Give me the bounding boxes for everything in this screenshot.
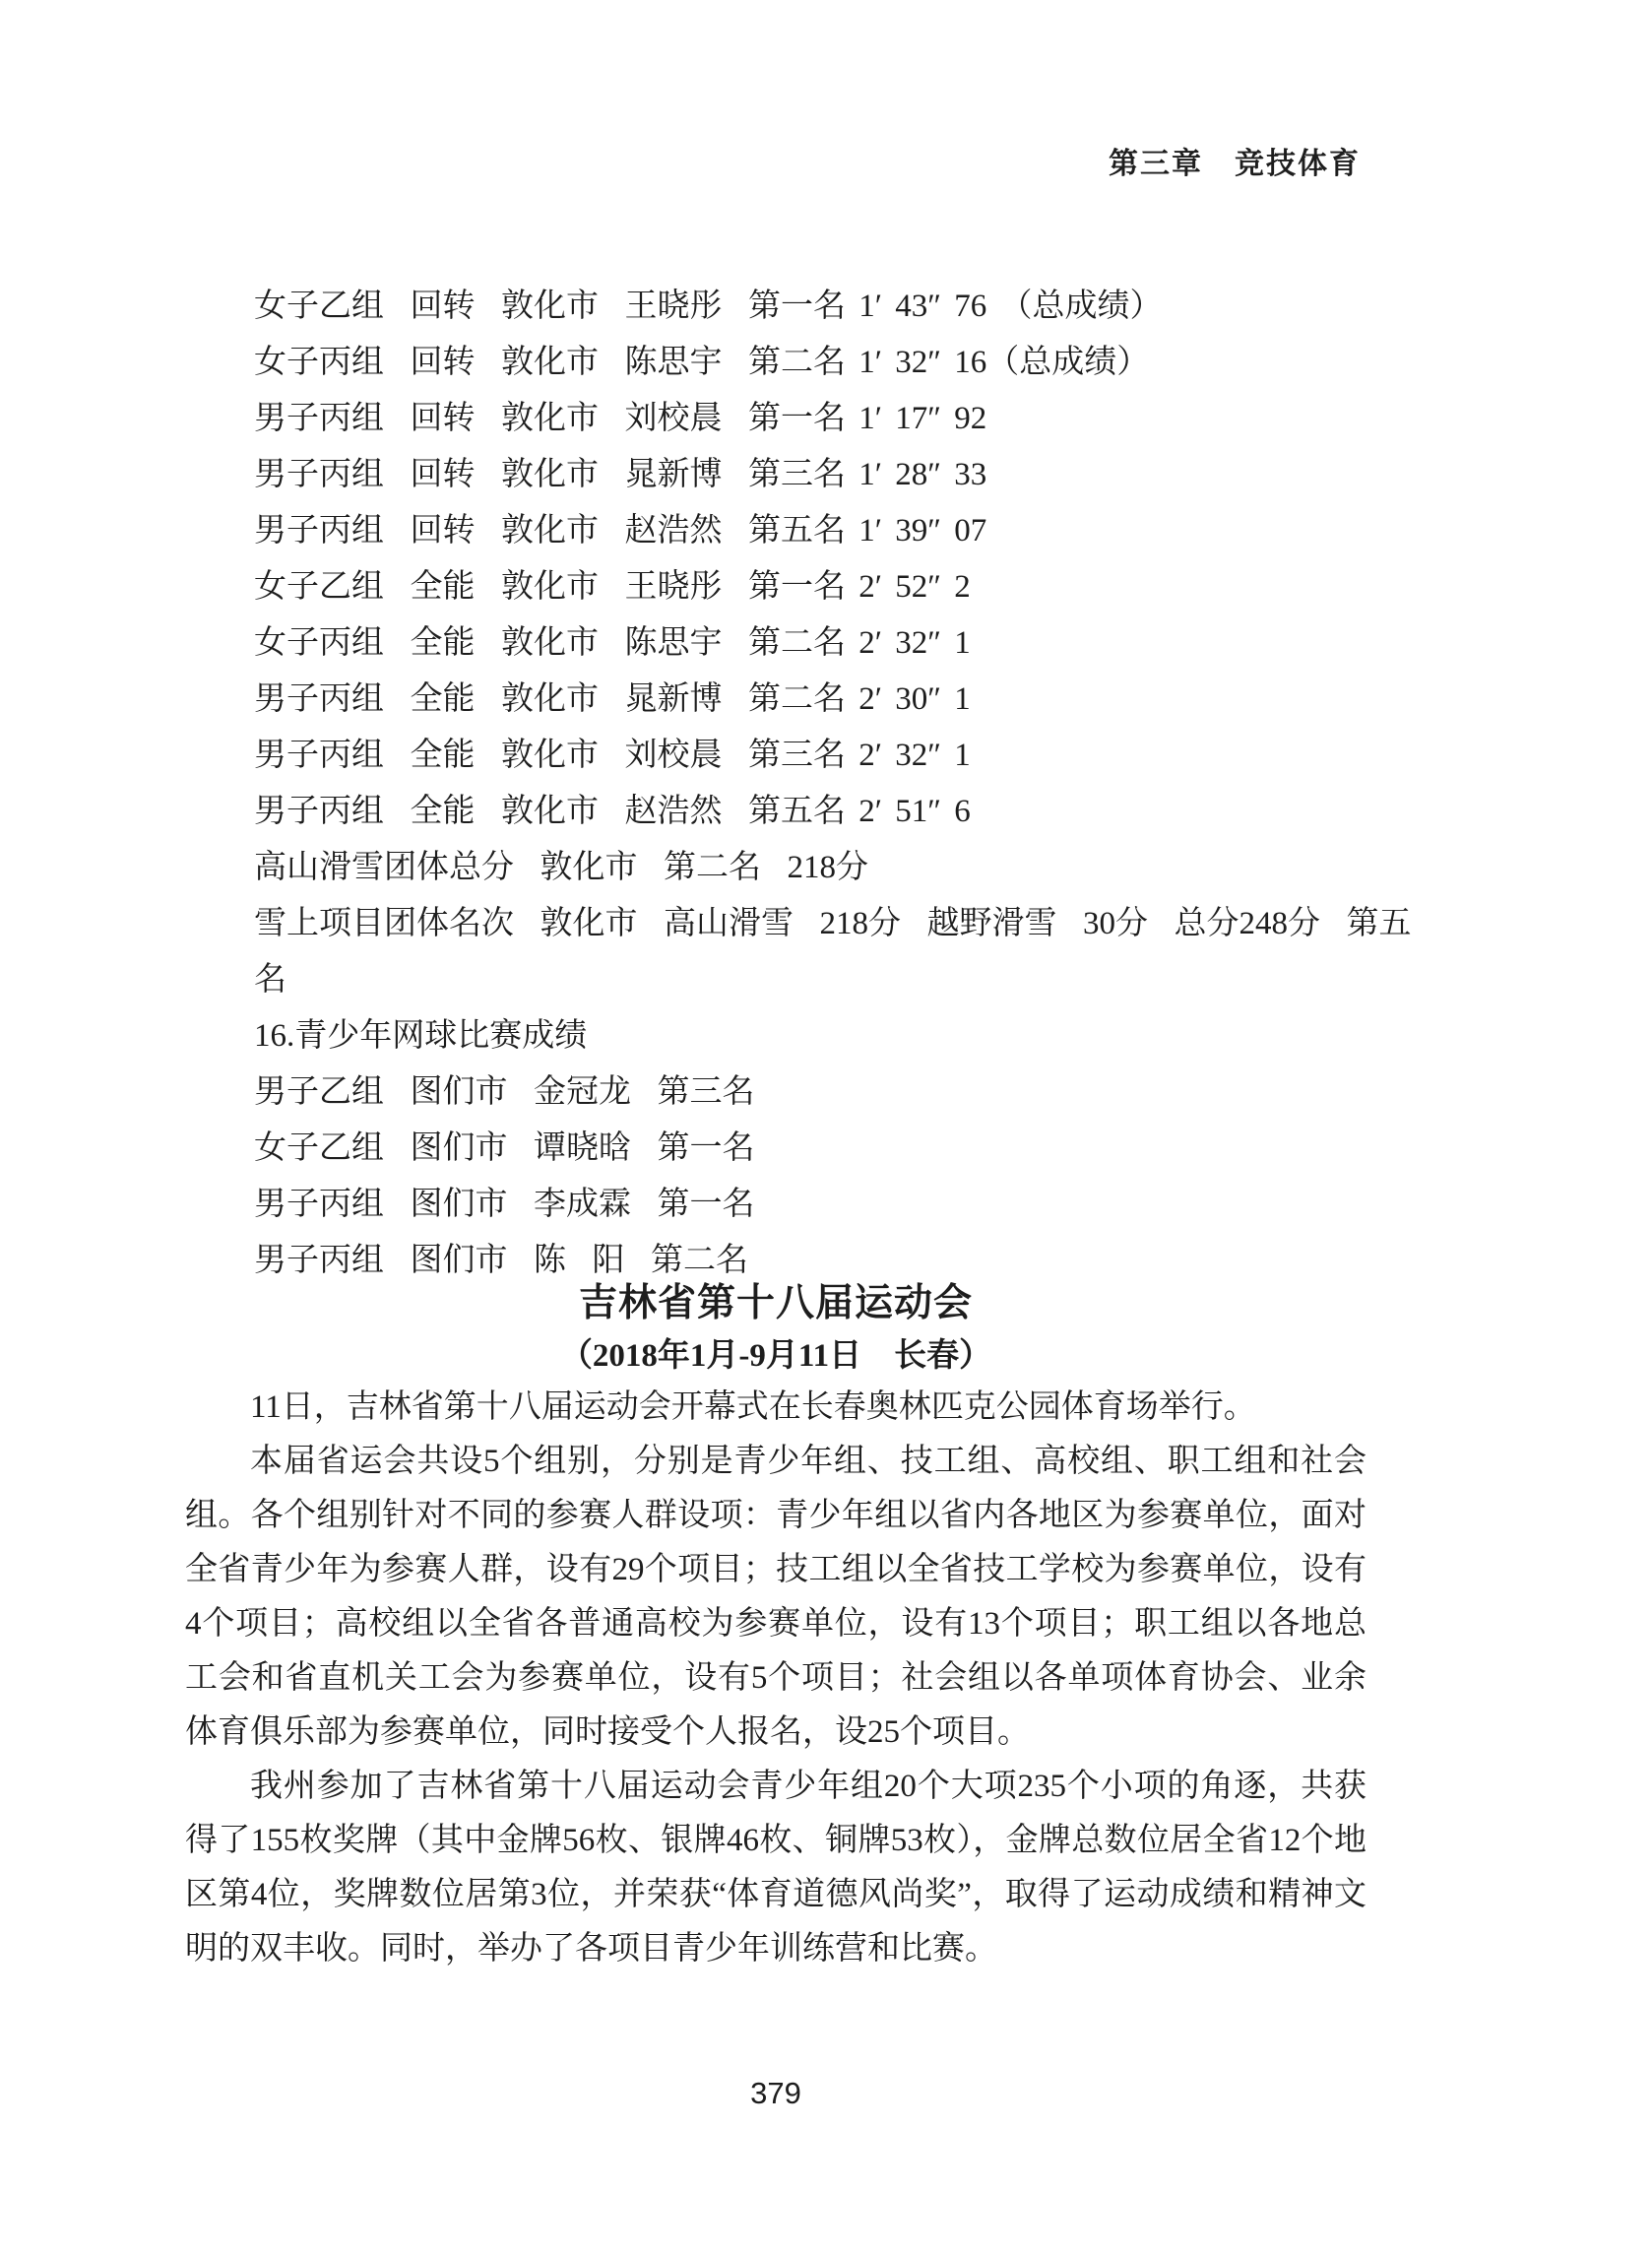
section-title: 吉林省第十八届运动会 <box>578 1282 973 1324</box>
result-line: 雪上项目团体名次 敦化市 高山滑雪 218分 越野滑雪 30分 总分248分 第五名 <box>254 906 1412 998</box>
result-line: 高山滑雪团体总分 敦化市 第二名 218分 <box>254 850 868 885</box>
section-body <box>185 1381 1366 1976</box>
chapter-header: 第三章 竞技体育 <box>1109 148 1361 180</box>
result-line: 男子丙组 图们市 李成霖 第一名 <box>254 1187 755 1222</box>
result-line: 男子丙组 全能 敦化市 刘校晨 第三名 2′ 32″ 1 <box>254 738 971 773</box>
result-line: 女子丙组 回转 敦化市 陈思宇 第二名 1′ 32″ 16（总成绩） <box>254 345 1150 380</box>
paragraph: 本届省运会共设5个组别，分别是青少年组、技工组、高校组、职工组和社会组。各个组别针对不同的参赛人群设项：青少年组以省内各地区为参赛单位，面对全省青少年为参赛人群，设有29个项目；技工组以全省技工学校为参赛单位，设有4个项目；高校组以全省各普通高校为参赛单位，设有13个项目；职工组以各地总工会和省直机关工会为参赛单位，设有5个项目；社会组以各单项体育协会、业余体育俱乐部为参赛单位，同时接受个人报名，设25个项目。 <box>185 1444 1366 1750</box>
result-line: 男子乙组 图们市 金冠龙 第三名 <box>254 1074 755 1110</box>
result-line: 男子丙组 回转 敦化市 晁新博 第三名 1′ 28″ 33 <box>254 457 987 492</box>
result-line: 女子丙组 全能 敦化市 陈思宇 第二名 2′ 32″ 1 <box>254 625 971 661</box>
paragraph: 我州参加了吉林省第十八届运动会青少年组20个大项235个小项的角逐，共获得了155枚奖牌（其中金牌56枚、银牌46枚、铜牌53枚），金牌总数位居全省12个地区第4位，奖牌数位居第3位，并荣获“体育道德风尚奖”，取得了运动成绩和精神文明的双丰收。同时，举办了各项目青少年训练营和比赛。 <box>185 1769 1366 1967</box>
paragraph: 11日，吉林省第十八届运动会开幕式在长春奥林匹克公园体育场举行。 <box>250 1389 1256 1425</box>
result-line: 男子丙组 回转 敦化市 赵浩然 第五名 1′ 39″ 07 <box>254 513 987 548</box>
result-line-heading: 16.青少年网球比赛成绩 <box>254 1018 588 1054</box>
results-list <box>254 279 1435 1289</box>
page-number: 379 <box>750 2076 801 2110</box>
result-line: 女子乙组 回转 敦化市 王晓彤 第一名 1′ 43″ 76 （总成绩） <box>254 289 1163 324</box>
result-line: 女子乙组 图们市 谭晓晗 第一名 <box>254 1130 755 1166</box>
result-line: 男子丙组 回转 敦化市 刘校晨 第一名 1′ 17″ 92 <box>254 401 987 436</box>
section-subtitle: （2018年1月-9月11日 长春） <box>559 1338 992 1374</box>
result-line: 女子乙组 全能 敦化市 王晓彤 第一名 2′ 52″ 2 <box>254 569 971 605</box>
result-line: 男子丙组 图们市 陈 阳 第二名 <box>254 1243 748 1278</box>
result-line: 男子丙组 全能 敦化市 晁新博 第二名 2′ 30″ 1 <box>254 681 971 717</box>
result-line: 男子丙组 全能 敦化市 赵浩然 第五名 2′ 51″ 6 <box>254 794 971 829</box>
